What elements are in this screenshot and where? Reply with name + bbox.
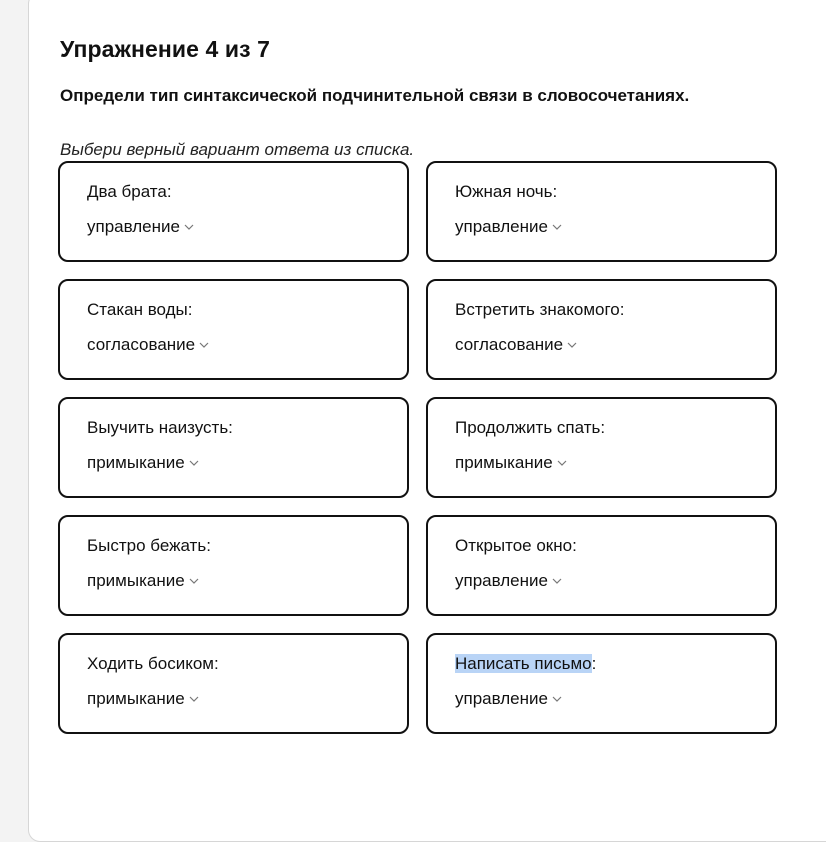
chevron-down-icon — [188, 457, 200, 469]
question-item-8 — [426, 515, 777, 616]
phrase-text: Выучить наизусть — [87, 418, 229, 437]
phrase-colon: : — [213, 654, 219, 673]
phrase-colon: : — [572, 536, 577, 555]
phrase-text: Продолжить спать — [455, 418, 601, 437]
answer-value: согласование — [87, 335, 196, 354]
answer-dropdown[interactable] — [87, 333, 210, 357]
question-item-9 — [58, 633, 409, 734]
question-item-4 — [426, 279, 777, 380]
phrase-text-selected[interactable]: Написать письмо — [455, 654, 592, 673]
exercise-title: Упражнение 4 из 7 — [60, 36, 271, 62]
question-phrase — [455, 652, 775, 676]
question-phrase — [455, 298, 775, 322]
answer-value: примыкание — [87, 689, 185, 708]
question-item-10 — [426, 633, 777, 734]
phrase-colon: : — [166, 182, 172, 201]
question-phrase — [87, 652, 407, 676]
phrase-text: Быстро бежать — [87, 536, 207, 555]
chevron-down-icon — [551, 221, 563, 233]
answer-value: согласование — [455, 335, 564, 354]
phrase-colon: : — [206, 536, 211, 555]
phrase-text: Встретить знакомого — [455, 300, 620, 319]
chevron-down-icon — [551, 575, 563, 587]
question-phrase — [455, 534, 775, 558]
answer-dropdown[interactable] — [455, 215, 563, 239]
question-phrase — [455, 416, 775, 440]
answer-dropdown[interactable] — [455, 687, 563, 711]
answer-value: управление — [455, 217, 548, 236]
answer-value: управление — [455, 571, 548, 590]
question-item-7 — [58, 515, 409, 616]
phrase-colon: : — [228, 418, 233, 437]
answer-dropdown[interactable] — [87, 215, 195, 239]
question-phrase — [87, 416, 407, 440]
phrase-colon: : — [619, 300, 625, 319]
answer-dropdown[interactable] — [87, 687, 200, 711]
chevron-down-icon — [188, 575, 200, 587]
answer-dropdown[interactable] — [455, 333, 578, 357]
question-item-5 — [58, 397, 409, 498]
question-item-2 — [426, 161, 777, 262]
phrase-colon: : — [600, 418, 606, 437]
exercise-instruction: Определи тип синтаксической подчинительной связи в словосочетаниях. — [60, 86, 690, 105]
answer-dropdown[interactable] — [455, 569, 563, 593]
question-phrase — [87, 298, 407, 322]
question-item-3 — [58, 279, 409, 380]
phrase-colon: : — [591, 654, 597, 673]
chevron-down-icon — [198, 339, 210, 351]
answer-dropdown[interactable] — [455, 451, 568, 475]
answer-value: примыкание — [87, 571, 185, 590]
answer-value: управление — [87, 217, 180, 236]
question-item-1 — [58, 161, 409, 262]
phrase-text: Ходить босиком — [87, 654, 214, 673]
chevron-down-icon — [556, 457, 568, 469]
answer-value: примыкание — [87, 453, 185, 472]
answer-value: примыкание — [455, 453, 553, 472]
question-phrase — [87, 180, 407, 204]
question-item-6 — [426, 397, 777, 498]
chevron-down-icon — [551, 693, 563, 705]
phrase-colon: : — [187, 300, 193, 319]
phrase-text: Стакан воды — [87, 300, 188, 319]
phrase-text: Южная ночь — [455, 182, 553, 201]
chevron-down-icon — [183, 221, 195, 233]
question-phrase — [455, 180, 775, 204]
question-phrase — [87, 534, 407, 558]
answer-dropdown[interactable] — [87, 569, 200, 593]
answers-grid — [58, 161, 778, 734]
chevron-down-icon — [188, 693, 200, 705]
phrase-colon: : — [552, 182, 558, 201]
answer-dropdown[interactable] — [87, 451, 200, 475]
phrase-text: Открытое окно — [455, 536, 573, 555]
phrase-text: Два брата — [87, 182, 167, 201]
chevron-down-icon — [566, 339, 578, 351]
exercise-hint: Выбери верный вариант ответа из списка. — [60, 140, 415, 159]
answer-value: управление — [455, 689, 548, 708]
